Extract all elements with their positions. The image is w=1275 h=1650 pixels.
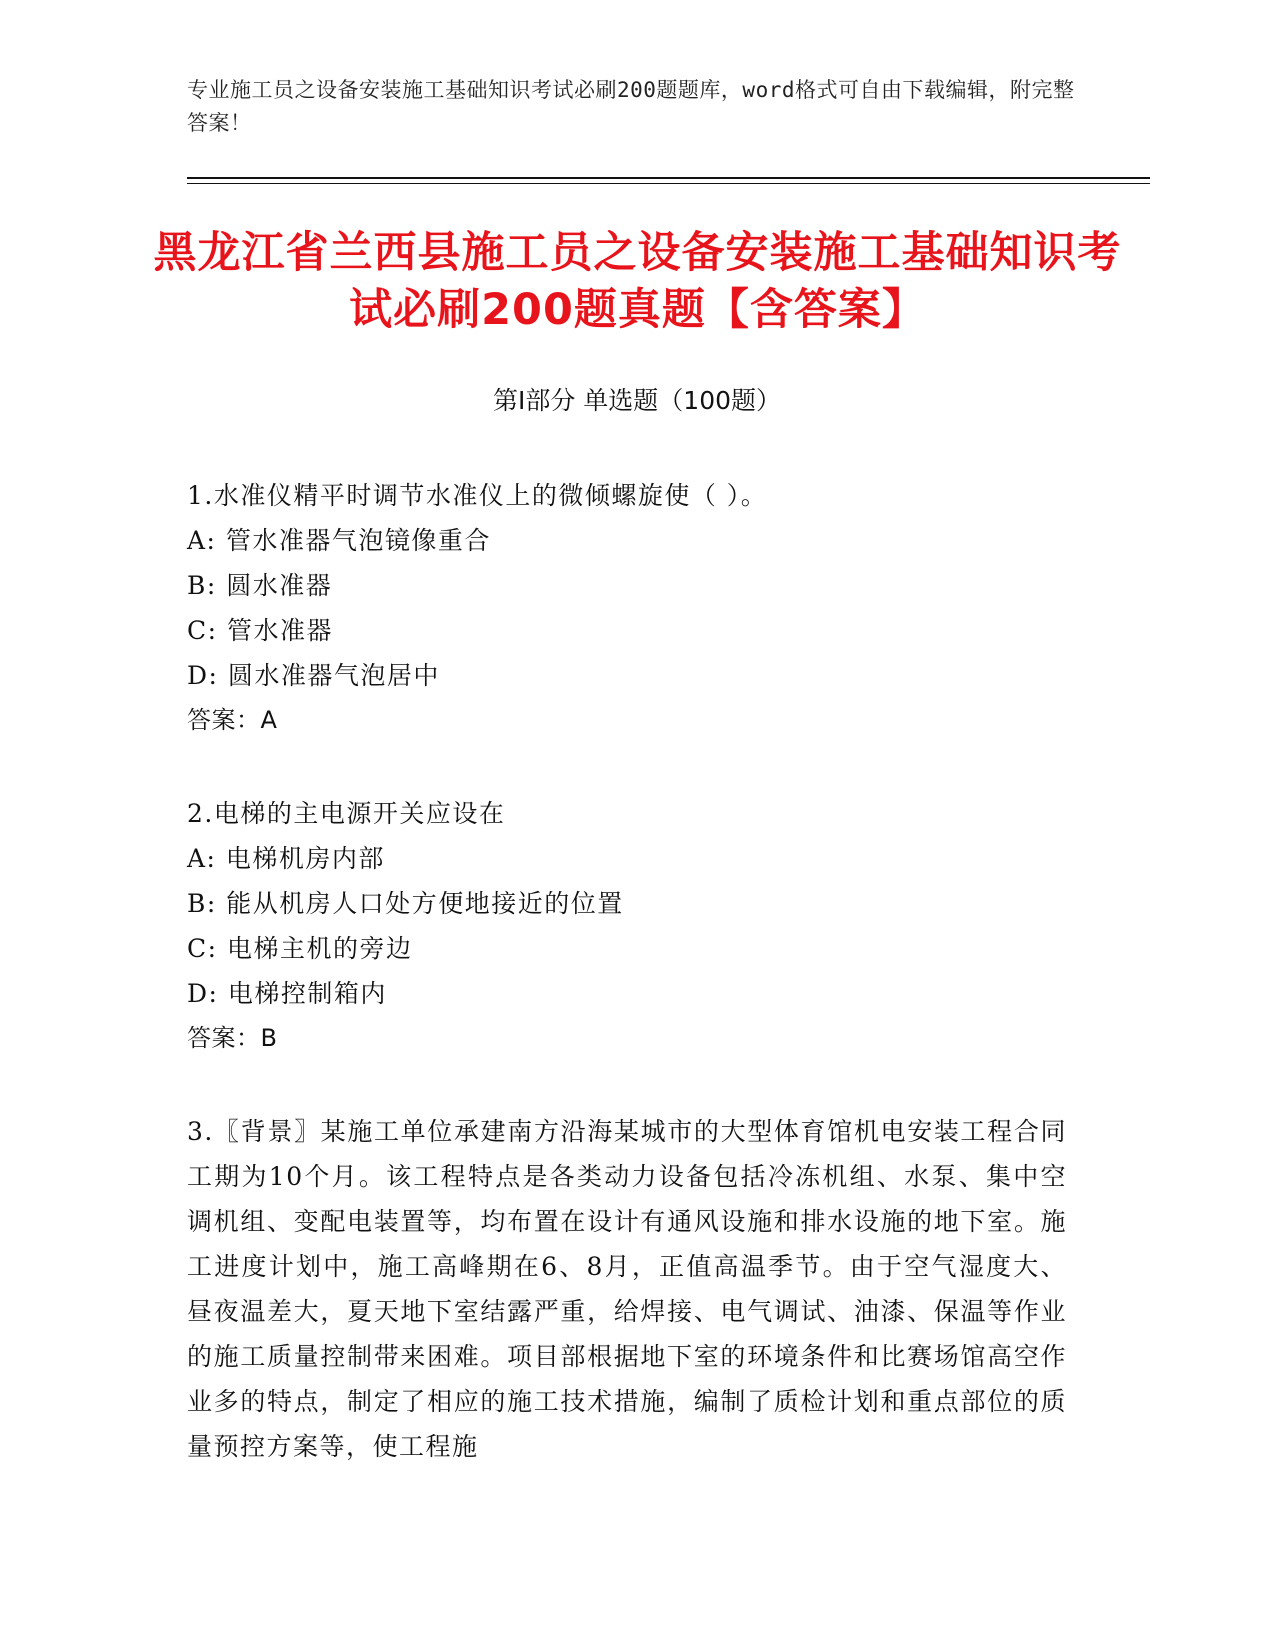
option-a: A: 管水准器气泡镜像重合 xyxy=(187,526,491,555)
answer: 答案：B xyxy=(187,1024,278,1052)
option-c: C: 管水准器 xyxy=(187,616,333,645)
option-d: D: 电梯控制箱内 xyxy=(187,979,387,1008)
header-divider-thin xyxy=(187,183,1150,184)
section-heading: 第I部分 单选题（100题） xyxy=(492,386,782,415)
question-1 xyxy=(187,473,1067,743)
question-spacer xyxy=(187,743,1067,791)
question-2 xyxy=(187,791,1067,1061)
option-c: C: 电梯主机的旁边 xyxy=(187,934,413,963)
option-d: D: 圆水准器气泡居中 xyxy=(187,661,440,690)
question-3 xyxy=(187,1109,1067,1469)
option-b: B: 圆水准器 xyxy=(187,571,333,600)
question-stem: 3.〖背景〗某施工单位承建南方沿海某城市的大型体育馆机电安装工程合同工期为10个月。该工程特点是各类动力设备包括冷冻机组、水泵、集中空调机组、变配电装置等，均布置在设计有通风设施和排水设施的地下室。施工进度计划中，施工高峰期在6、8月，正值高温季节。由于空气湿度大、昼夜温差大，夏天地下室结露严重，给焊接、电气调试、油漆、保温等作业的施工质量控制带来困难。项目部根据地下室的环境条件和比赛场馆高空作业多的特点，制定了相应的施工技术措施，编制了质检计划和重点部位的质量预控方案等，使工程施 xyxy=(187,1117,1067,1461)
answer: 答案：A xyxy=(187,706,278,734)
option-b: B: 能从机房人口处方便地接近的位置 xyxy=(187,889,624,918)
header-divider-thick xyxy=(187,177,1150,179)
document-title: 黑龙江省兰西县施工员之设备安装施工基础知识考试必刷200题真题【含答案】 xyxy=(153,228,1122,335)
question-list xyxy=(187,473,1067,1469)
question-spacer xyxy=(187,1061,1067,1109)
option-a: A: 电梯机房内部 xyxy=(187,844,385,873)
header-note: 专业施工员之设备安装施工基础知识考试必刷200题题库，word格式可自由下载编辑，附完整答案！ xyxy=(187,78,1075,135)
question-stem: 2.电梯的主电源开关应设在 xyxy=(187,799,506,828)
question-stem: 1.水准仪精平时调节水准仪上的微倾螺旋使（ ）。 xyxy=(187,481,768,510)
